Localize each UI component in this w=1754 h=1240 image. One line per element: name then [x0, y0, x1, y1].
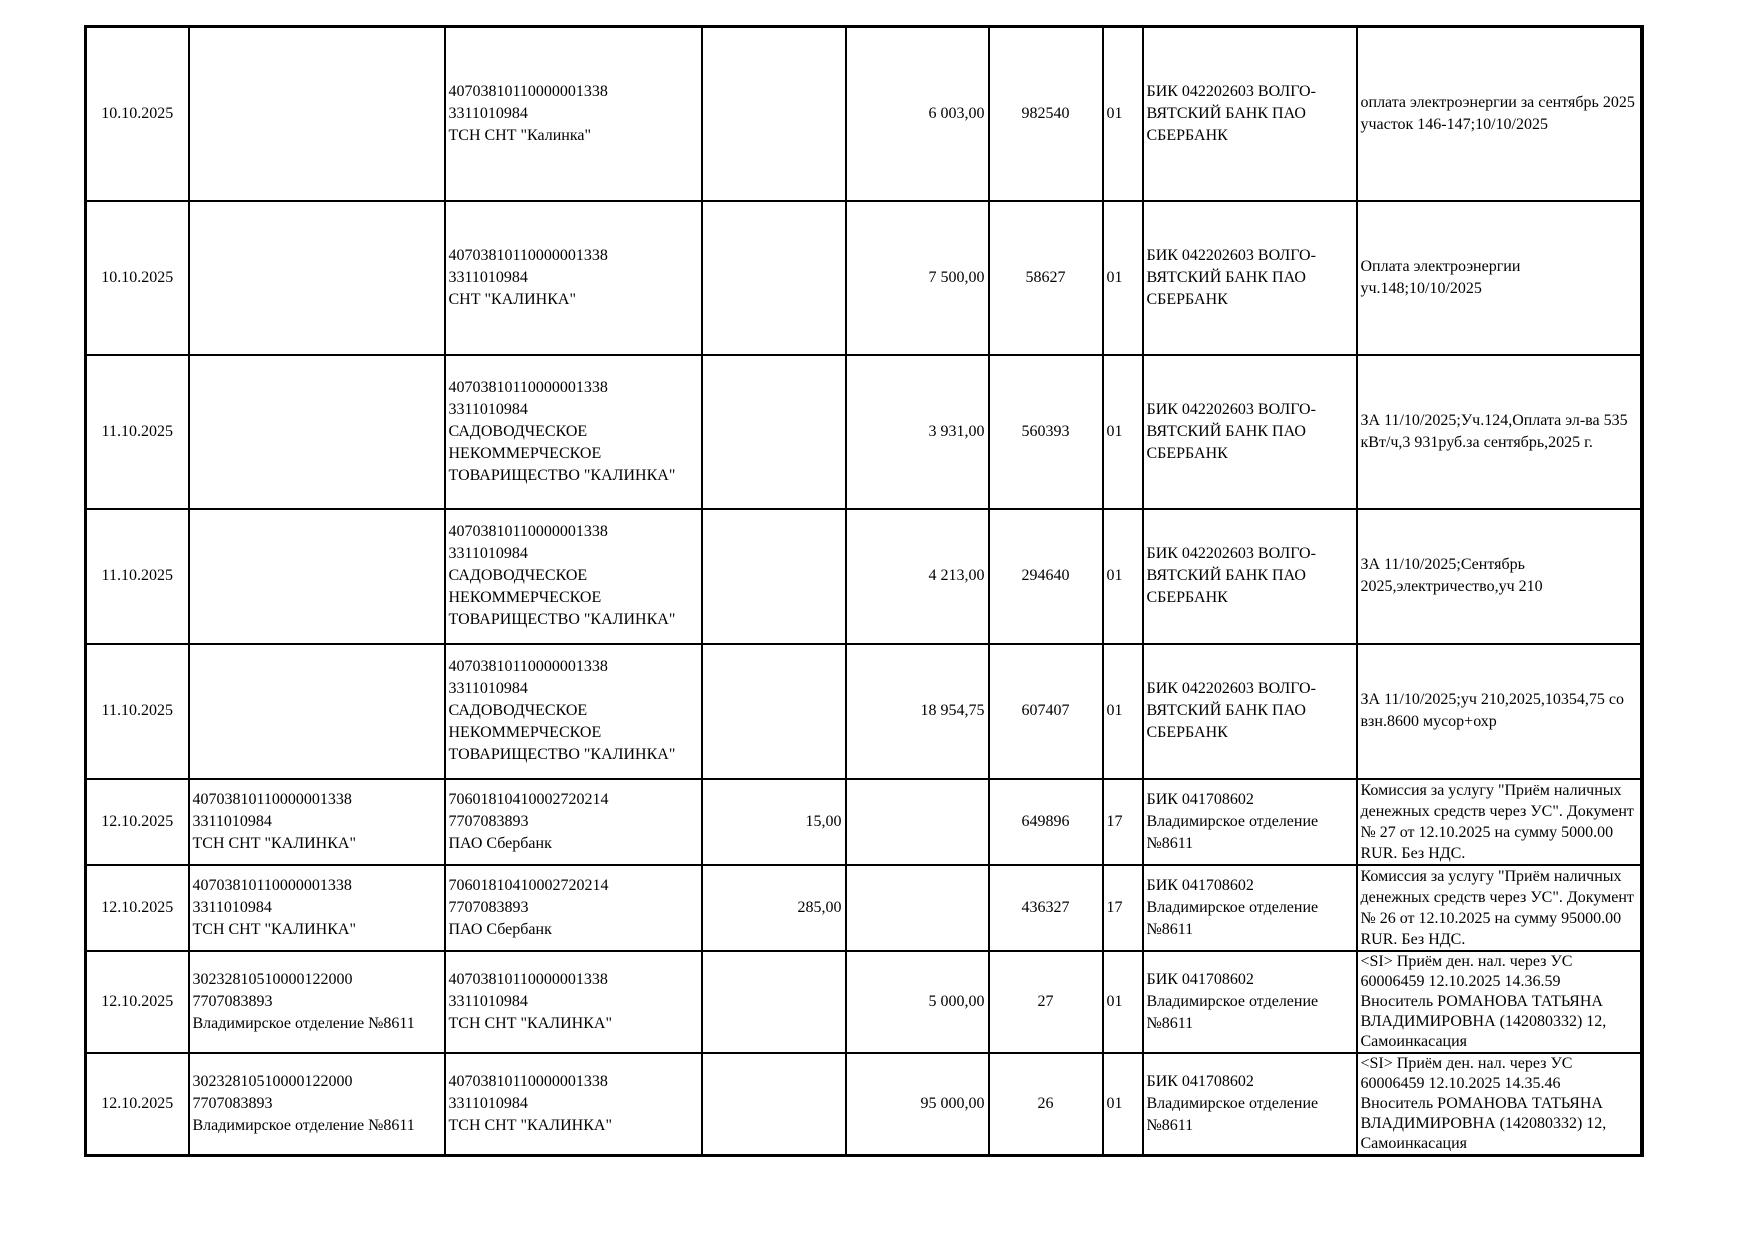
recipient-details: 40703810110000001338 3311010984 ТСН СНТ "КАЛИНКА"	[445, 951, 702, 1053]
bank-details: БИК 041708602 Владимирское отделение №8611	[1143, 865, 1357, 951]
payer-details: 30232810510000122000 7707083893 Владимирское отделение №8611	[189, 1053, 445, 1156]
operation-code: 01	[1103, 951, 1143, 1053]
bank-details: БИК 041708602 Владимирское отделение №8611	[1143, 779, 1357, 865]
recipient-details: 40703810110000001338 3311010984 САДОВОДЧЕСКОЕ НЕКОММЕРЧЕСКОЕ ТОВАРИЩЕСТВО "КАЛИНКА"	[445, 644, 702, 779]
operation-code: 01	[1103, 644, 1143, 779]
debit-amount	[702, 27, 846, 201]
bank-details: БИК 042202603 ВОЛГО-ВЯТСКИЙ БАНК ПАО СБЕРБАНК	[1143, 355, 1357, 509]
operation-date: 12.10.2025	[86, 779, 189, 865]
operation-date: 11.10.2025	[86, 644, 189, 779]
debit-amount: 15,00	[702, 779, 846, 865]
credit-amount: 5 000,00	[846, 951, 989, 1053]
operation-date: 12.10.2025	[86, 951, 189, 1053]
operation-date: 12.10.2025	[86, 865, 189, 951]
recipient-details: 40703810110000001338 3311010984 САДОВОДЧЕСКОЕ НЕКОММЕРЧЕСКОЕ ТОВАРИЩЕСТВО "КАЛИНКА"	[445, 355, 702, 509]
payment-purpose: ЗА 11/10/2025;уч 210,2025,10354,75 со взн.8600 мусор+охр	[1357, 644, 1642, 779]
credit-amount: 7 500,00	[846, 201, 989, 355]
credit-amount: 18 954,75	[846, 644, 989, 779]
payer-details	[189, 644, 445, 779]
payer-details	[189, 355, 445, 509]
table-row	[86, 1053, 1642, 1156]
bank-details: БИК 042202603 ВОЛГО-ВЯТСКИЙ БАНК ПАО СБЕРБАНК	[1143, 27, 1357, 201]
operation-date: 12.10.2025	[86, 1053, 189, 1156]
table-row	[86, 509, 1642, 644]
table-row	[86, 951, 1642, 1053]
document-number: 982540	[989, 27, 1103, 201]
payment-purpose: ЗА 11/10/2025;Сентябрь 2025,электричество,уч 210	[1357, 509, 1642, 644]
document-number: 649896	[989, 779, 1103, 865]
document-number: 58627	[989, 201, 1103, 355]
operation-date: 10.10.2025	[86, 201, 189, 355]
bank-details: БИК 042202603 ВОЛГО-ВЯТСКИЙ БАНК ПАО СБЕРБАНК	[1143, 201, 1357, 355]
credit-amount: 95 000,00	[846, 1053, 989, 1156]
operation-date: 11.10.2025	[86, 355, 189, 509]
operation-code: 01	[1103, 509, 1143, 644]
payer-details	[189, 509, 445, 644]
bank-details: БИК 041708602 Владимирское отделение №8611	[1143, 1053, 1357, 1156]
recipient-details: 40703810110000001338 3311010984 САДОВОДЧЕСКОЕ НЕКОММЕРЧЕСКОЕ ТОВАРИЩЕСТВО "КАЛИНКА"	[445, 509, 702, 644]
payment-purpose: Комиссия за услугу "Приём наличных денежных средств через УС". Документ № 27 от 12.10.2025 на сумму 5000.00 RUR. Без НДС.	[1357, 779, 1642, 865]
payment-purpose: <SI> Приём ден. нал. через УС 60006459 12.10.2025 14.35.46 Вноситель РОМАНОВА ТАТЬЯНА ВЛАДИМИРОВНА (142080332) 12, Самоинкасация	[1357, 1053, 1642, 1156]
document-number: 294640	[989, 509, 1103, 644]
debit-amount	[702, 1053, 846, 1156]
recipient-details: 40703810110000001338 3311010984 ТСН СНТ "КАЛИНКА"	[445, 1053, 702, 1156]
table-row	[86, 644, 1642, 779]
debit-amount: 285,00	[702, 865, 846, 951]
bank-details: БИК 042202603 ВОЛГО-ВЯТСКИЙ БАНК ПАО СБЕРБАНК	[1143, 509, 1357, 644]
payer-details: 30232810510000122000 7707083893 Владимирское отделение №8611	[189, 951, 445, 1053]
table-row	[86, 779, 1642, 865]
debit-amount	[702, 644, 846, 779]
document-number: 607407	[989, 644, 1103, 779]
operation-date: 10.10.2025	[86, 27, 189, 201]
table-row	[86, 201, 1642, 355]
bank-details: БИК 042202603 ВОЛГО-ВЯТСКИЙ БАНК ПАО СБЕРБАНК	[1143, 644, 1357, 779]
document-number: 436327	[989, 865, 1103, 951]
payer-details	[189, 201, 445, 355]
operation-code: 01	[1103, 355, 1143, 509]
table-row	[86, 27, 1642, 201]
credit-amount: 6 003,00	[846, 27, 989, 201]
document-number: 560393	[989, 355, 1103, 509]
operation-code: 01	[1103, 201, 1143, 355]
document-number: 26	[989, 1053, 1103, 1156]
payment-purpose: <SI> Приём ден. нал. через УС 60006459 12.10.2025 14.36.59 Вноситель РОМАНОВА ТАТЬЯНА ВЛАДИМИРОВНА (142080332) 12, Самоинкасация	[1357, 951, 1642, 1053]
document-number: 27	[989, 951, 1103, 1053]
recipient-details: 70601810410002720214 7707083893 ПАО Сбербанк	[445, 779, 702, 865]
operation-code: 17	[1103, 865, 1143, 951]
credit-amount	[846, 779, 989, 865]
bank-details: БИК 041708602 Владимирское отделение №8611	[1143, 951, 1357, 1053]
credit-amount	[846, 865, 989, 951]
debit-amount	[702, 509, 846, 644]
debit-amount	[702, 201, 846, 355]
statement-table	[84, 25, 1644, 1157]
recipient-details: 40703810110000001338 3311010984 ТСН СНТ "Калинка"	[445, 27, 702, 201]
payment-purpose: Комиссия за услугу "Приём наличных денежных средств через УС". Документ № 26 от 12.10.2025 на сумму 95000.00 RUR. Без НДС.	[1357, 865, 1642, 951]
credit-amount: 4 213,00	[846, 509, 989, 644]
table-row	[86, 355, 1642, 509]
payment-purpose: оплата электроэнергии за сентябрь 2025 участок 146-147;10/10/2025	[1357, 27, 1642, 201]
debit-amount	[702, 355, 846, 509]
credit-amount: 3 931,00	[846, 355, 989, 509]
payer-details: 40703810110000001338 3311010984 ТСН СНТ "КАЛИНКА"	[189, 865, 445, 951]
operation-code: 17	[1103, 779, 1143, 865]
payment-purpose: Оплата электроэнергии уч.148;10/10/2025	[1357, 201, 1642, 355]
payment-purpose: ЗА 11/10/2025;Уч.124,Оплата эл-ва 535 кВт/ч,3 931руб.за сентябрь,2025 г.	[1357, 355, 1642, 509]
payer-details: 40703810110000001338 3311010984 ТСН СНТ "КАЛИНКА"	[189, 779, 445, 865]
operation-code: 01	[1103, 1053, 1143, 1156]
recipient-details: 40703810110000001338 3311010984 СНТ "КАЛИНКА"	[445, 201, 702, 355]
operation-code: 01	[1103, 27, 1143, 201]
debit-amount	[702, 951, 846, 1053]
table-row	[86, 865, 1642, 951]
recipient-details: 70601810410002720214 7707083893 ПАО Сбербанк	[445, 865, 702, 951]
operation-date: 11.10.2025	[86, 509, 189, 644]
payer-details	[189, 27, 445, 201]
